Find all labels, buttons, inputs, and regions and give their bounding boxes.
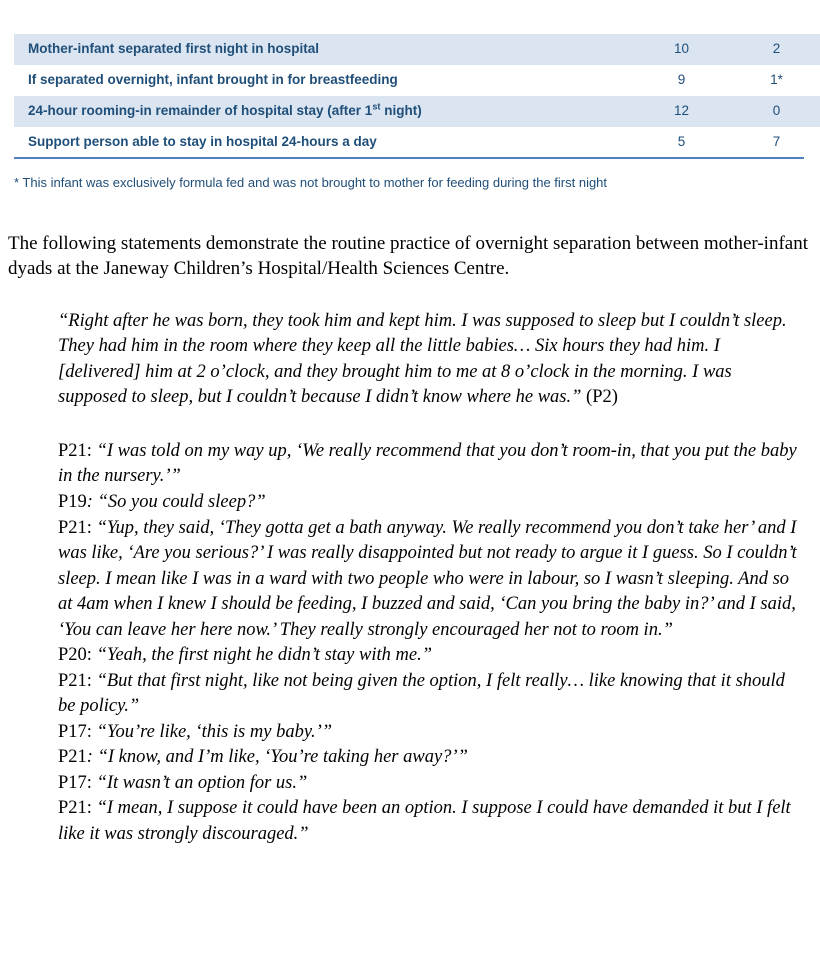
row-value-2: 1*	[770, 71, 783, 87]
dialogue-text: “But that first night, like not being given the option, I felt really… like knowing that it should be policy.”	[58, 670, 785, 717]
dialogue-speaker: P20:	[58, 645, 97, 666]
document-page	[0, 34, 820, 955]
row-label	[14, 127, 634, 158]
dialogue-speaker: P21:	[58, 440, 97, 461]
dialogue-text: “Yup, they said, ‘They gotta get a bath anyway. We really recommend you don’t take her’ and I was like, ‘Are you serious?’ I was really disappointed but not ready to argue it I guess. So I couldn’t sleep. I mean like I was in a ward with two people who were in labour, so I wasn’t sleeping. And so at 4am when I knew I should be feeding, I buzzed and said, ‘Can you bring the baby in?’ and I said, ‘You can leave her here now.’ They really strongly encouraged her not to room in.”	[58, 517, 797, 640]
dialogue-line	[58, 796, 798, 847]
dialogue-text: : “So you could sleep?”	[86, 491, 266, 512]
table-row	[14, 65, 820, 96]
row-value-1: 12	[673, 102, 690, 118]
row-label	[14, 96, 634, 127]
dialogue-speaker: P21	[58, 747, 87, 768]
table-footnote: * This infant was exclusively formula fed and was not brought to mother for feeding during the first night	[14, 175, 608, 191]
row-value-1: 9	[677, 71, 686, 87]
row-value-2: 0	[772, 102, 781, 118]
table-bottom-rule	[14, 157, 804, 159]
row-value-2: 2	[772, 41, 781, 56]
dialogue-line	[58, 643, 798, 669]
dialogue-block	[58, 439, 798, 847]
row-label-text: 24-hour rooming-in remainder of hospital stay (after 1	[28, 102, 373, 118]
row-value-2: 7	[772, 133, 781, 149]
row-label	[14, 34, 634, 65]
row-value-1: 10	[673, 41, 690, 56]
results-table	[14, 34, 820, 157]
dialogue-line	[58, 516, 798, 644]
row-label-text: If separated overnight, infant brought in for breastfeeding	[28, 71, 398, 87]
dialogue-text: “I mean, I suppose it could have been an option. I suppose I could have demanded it but I felt like it was strongly discouraged.”	[58, 798, 791, 844]
row-label	[14, 65, 634, 96]
results-table-body	[14, 34, 820, 157]
dialogue-line	[58, 745, 798, 771]
pull-quote	[58, 309, 790, 411]
dialogue-text: “I was told on my way up, ‘We really recommend that you don’t room-in, that you put the baby in the nursery.’”	[58, 440, 797, 487]
intro-paragraph: The following statements demonstrate the routine practice of overnight separation between mother-infant dyads at the Janeway Children’s Hospital/Health Sciences Centre.	[8, 233, 808, 279]
dialogue-speaker: P21:	[58, 517, 97, 538]
dialogue-speaker: P19	[58, 491, 87, 512]
dialogue-text: : “I know, and I’m like, ‘You’re taking her away?’”	[86, 747, 468, 768]
dialogue-line	[58, 720, 798, 746]
dialogue-speaker: P17:	[58, 721, 97, 742]
dialogue-line	[58, 669, 798, 720]
dialogue-speaker: P17:	[58, 772, 97, 793]
row-label-ordinal: st	[372, 101, 381, 112]
dialogue-line	[58, 490, 798, 516]
row-value-1: 5	[677, 133, 686, 149]
table-row	[14, 96, 820, 127]
results-table-container	[14, 34, 806, 157]
pull-quote-attribution: (P2)	[581, 387, 618, 408]
dialogue-line	[58, 771, 798, 797]
pull-quote-text: “Right after he was born, they took him and kept him. I was supposed to sleep but I couldn’t sleep. They had him in the room where they keep all the little babies… Six hours they had him. I [delivered] him at 2 o’clock, and they brought him to me at 8 o’clock in the morning. I was supposed to sleep, but I couldn’t because I didn’t know where he was.”	[58, 310, 787, 408]
row-label-text: Support person able to stay in hospital 24-hours a day	[28, 133, 377, 149]
table-row	[14, 127, 820, 158]
dialogue-speaker: P21:	[58, 670, 97, 691]
row-label-text-post: night)	[380, 102, 422, 118]
dialogue-text: “It wasn’t an option for us.”	[96, 772, 308, 793]
dialogue-line	[58, 439, 798, 490]
row-label-text: Mother-infant separated first night in hospital	[28, 41, 320, 56]
table-row	[14, 34, 820, 65]
dialogue-text: “Yeah, the first night he didn’t stay with me.”	[96, 645, 432, 666]
dialogue-speaker: P21:	[58, 798, 97, 819]
dialogue-text: “You’re like, ‘this is my baby.’”	[96, 721, 333, 742]
